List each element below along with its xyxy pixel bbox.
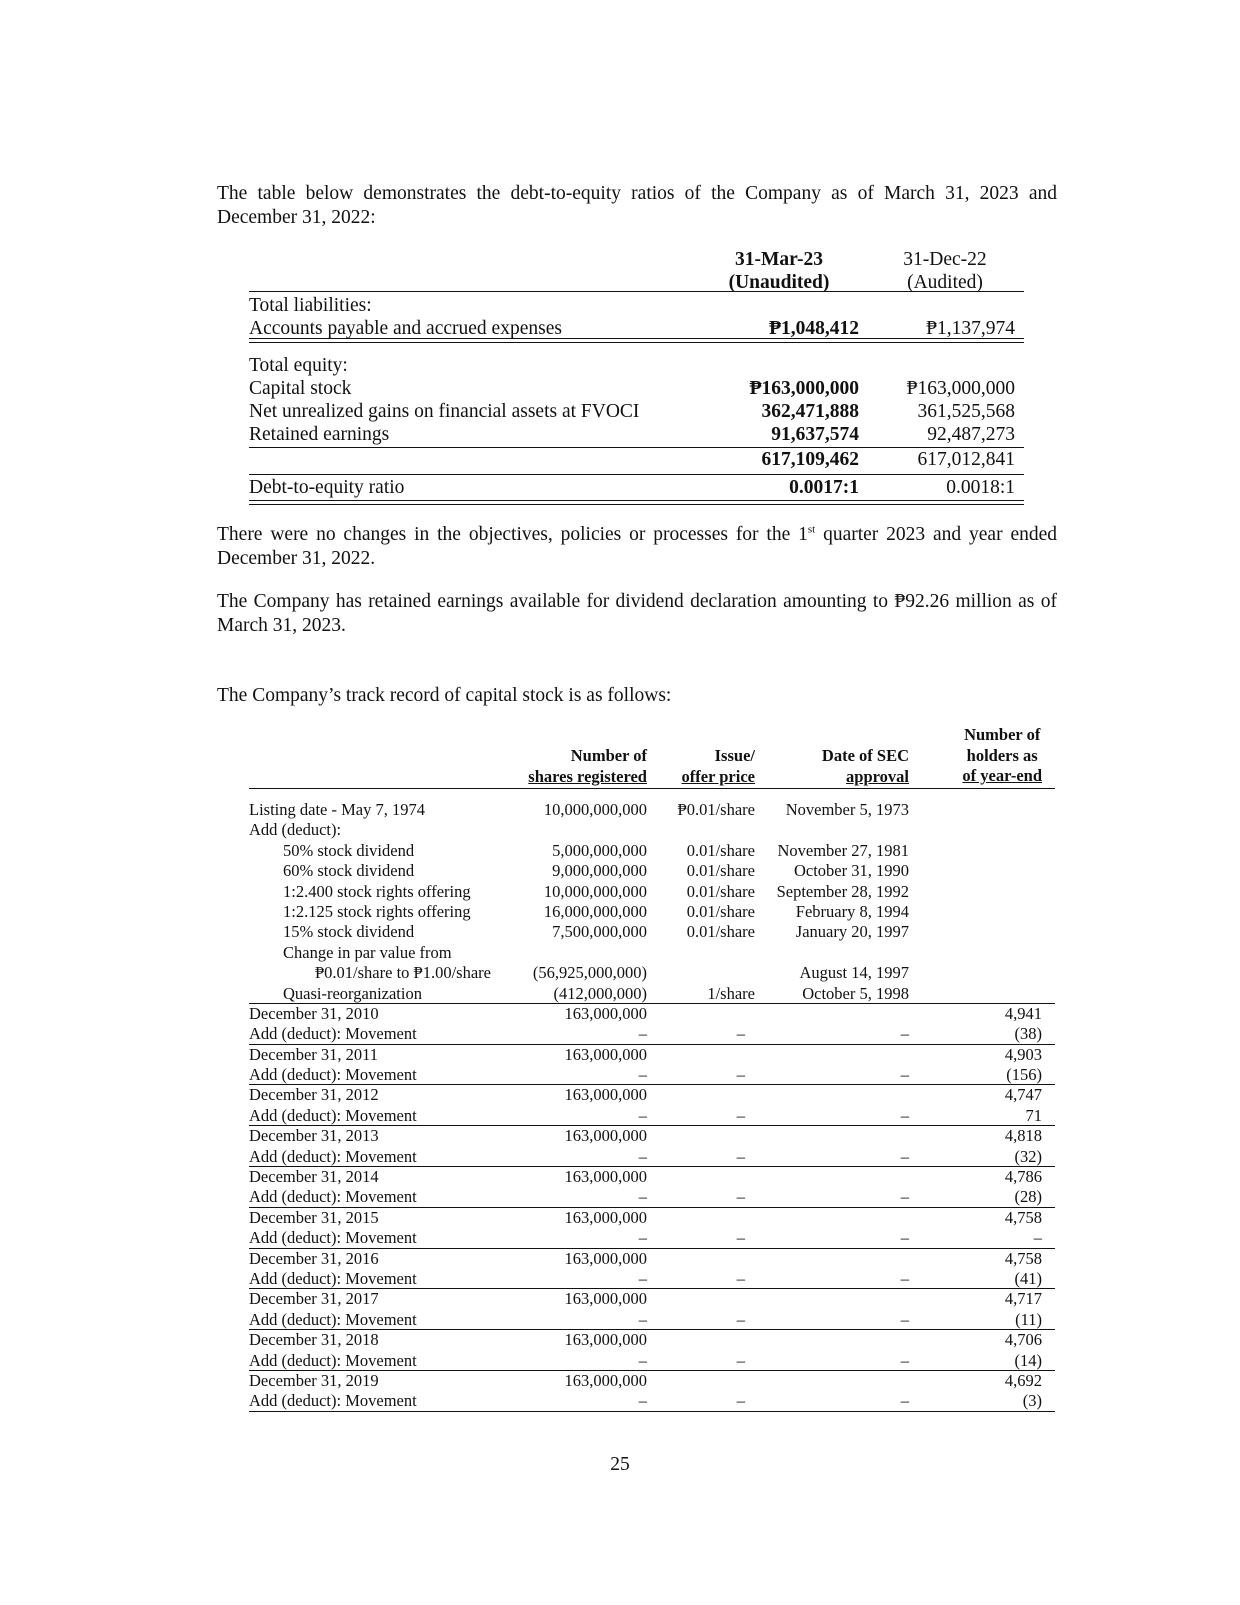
cs-quasi-shares: (412,000,000) — [553, 983, 647, 1003]
intro-paragraph: The table below demonstrates the debt-to-equity ratios of the Company as of March 31, 2023 and December 31, 2022: — [217, 183, 1057, 228]
cs-par-change-row — [249, 943, 1055, 963]
de-ratio-row — [249, 476, 1024, 499]
de-re-row — [249, 423, 1024, 446]
de-fvoci-mar: 362,471,888 — [761, 401, 859, 422]
cs-header-shares-1: Number of — [570, 746, 647, 765]
cs-listing-date: November 5, 1973 — [785, 800, 909, 819]
cs-header-price-2: offer price — [681, 766, 755, 786]
de-re-dec: 92,487,273 — [927, 424, 1015, 445]
cs-event-date: October 31, 1990 — [793, 861, 909, 881]
cs-event-price: 0.01/share — [686, 861, 755, 881]
cs-movement-shares: – — [638, 1187, 647, 1207]
cs-event-date: November 27, 1981 — [777, 840, 909, 860]
cs-listing-row — [249, 800, 1055, 820]
cs-event-shares: 5,000,000,000 — [552, 840, 647, 860]
cs-event-label: 1:2.125 stock rights offering — [283, 901, 471, 921]
cs-header — [249, 723, 1055, 789]
cs-year-shares: 163,000,000 — [564, 1207, 647, 1227]
cs-movement-holders: (156) — [1006, 1065, 1042, 1085]
cs-movement-date: – — [900, 1187, 909, 1207]
cs-year-label: December 31, 2018 — [249, 1330, 379, 1350]
cs-movement-holders: (28) — [1014, 1187, 1042, 1207]
cs-event-row — [249, 861, 1055, 881]
cs-movement-label: Add (deduct): Movement — [249, 1228, 417, 1248]
cs-year-holders: 4,692 — [1004, 1370, 1042, 1390]
cs-year-row — [249, 1004, 1055, 1024]
cs-year-row — [249, 1167, 1055, 1187]
cs-year-holders: 4,706 — [1004, 1330, 1042, 1350]
cs-movement-date: – — [900, 1228, 909, 1248]
cs-movement-date: – — [900, 1268, 909, 1288]
cs-movement-price: – — [736, 1268, 745, 1288]
cs-par-change-label-2: ₱0.01/share to ₱1.00/share — [315, 963, 491, 983]
cs-movement-label: Add (deduct): Movement — [249, 1065, 417, 1085]
cs-year-shares: 163,000,000 — [564, 1044, 647, 1064]
objectives-superscript: st — [807, 523, 816, 536]
cs-header-shares-2: shares registered — [528, 766, 647, 786]
cs-movement-label: Add (deduct): Movement — [249, 1024, 417, 1044]
cs-year-shares: 163,000,000 — [564, 1370, 647, 1390]
cs-event-date: January 20, 1997 — [795, 922, 909, 942]
cs-year-holders: 4,758 — [1004, 1207, 1042, 1227]
cs-year-shares: 163,000,000 — [564, 1330, 647, 1350]
cs-year-shares: 163,000,000 — [564, 1248, 647, 1268]
de-total-equity-label: Total equity: — [249, 355, 348, 376]
cs-years-container — [249, 1004, 1055, 1412]
cs-year-label: December 31, 2016 — [249, 1248, 379, 1268]
cs-header-rule — [249, 788, 1055, 789]
cs-year-row — [249, 1126, 1055, 1146]
cs-movement-rule — [249, 1411, 1055, 1412]
de-ap-rule-2 — [249, 342, 1024, 343]
cs-movement-label: Add (deduct): Movement — [249, 1268, 417, 1288]
cs-movement-shares: – — [638, 1350, 647, 1370]
cs-movement-shares: – — [638, 1268, 647, 1288]
cs-movement-date: – — [900, 1105, 909, 1125]
cs-event-label: 60% stock dividend — [283, 861, 415, 881]
cs-year-label: December 31, 2013 — [249, 1126, 379, 1146]
de-capital-label: Capital stock — [249, 378, 352, 399]
cs-movement-shares: – — [638, 1105, 647, 1125]
cs-event-date: September 28, 1992 — [776, 881, 909, 901]
cs-movement-holders: (38) — [1014, 1024, 1042, 1044]
cs-event-row — [249, 841, 1055, 861]
cs-year-label: December 31, 2017 — [249, 1289, 379, 1309]
cs-movement-holders: – — [1033, 1228, 1042, 1248]
retained-earnings-paragraph: The Company has retained earnings available for dividend declaration amounting to ₱92.26 million as of March 31, 2023. — [217, 591, 1057, 636]
cs-year-row — [249, 1289, 1055, 1309]
de-total-equity-row — [249, 354, 1024, 377]
de-capital-mar: ₱163,000,000 — [749, 378, 859, 399]
cs-movement-shares: – — [638, 1146, 647, 1166]
cs-header-date-1: Date of SEC — [821, 746, 909, 765]
cs-header-shares — [528, 746, 647, 787]
cs-quasi-row — [249, 984, 1055, 1004]
cs-movement-price: – — [736, 1391, 745, 1411]
cs-movement-date: – — [900, 1024, 909, 1044]
de-header-rule — [249, 291, 1024, 292]
cs-event-shares: 9,000,000,000 — [552, 861, 647, 881]
cs-event-price: 0.01/share — [686, 901, 755, 921]
cs-movement-holders: (41) — [1014, 1268, 1042, 1288]
cs-movement-row — [249, 1024, 1055, 1044]
cs-year-row — [249, 1371, 1055, 1391]
de-fvoci-label: Net unrealized gains on financial assets at FVOCI — [249, 401, 640, 422]
cs-year-holders: 4,941 — [1004, 1003, 1042, 1023]
cs-event-row — [249, 902, 1055, 922]
cs-header-holders-2: holders as — [966, 745, 1038, 765]
cs-header-date — [822, 746, 909, 787]
cs-year-holders: 4,758 — [1004, 1248, 1042, 1268]
de-ratio-mar: 0.0017:1 — [789, 477, 859, 498]
cs-movement-row — [249, 1228, 1055, 1248]
cs-header-date-2: approval — [846, 766, 909, 786]
cs-movement-holders: (3) — [1022, 1391, 1042, 1411]
cs-movement-price: – — [736, 1187, 745, 1207]
cs-event-row — [249, 882, 1055, 902]
cs-movement-row — [249, 1065, 1055, 1085]
cs-movement-shares: – — [638, 1024, 647, 1044]
de-ratio-label: Debt-to-equity ratio — [249, 477, 405, 498]
objectives-paragraph — [217, 523, 1057, 571]
cs-year-holders: 4,786 — [1004, 1167, 1042, 1187]
cs-event-price: 0.01/share — [686, 922, 755, 942]
cs-par-change-shares: (56,925,000,000) — [532, 963, 647, 983]
cs-header-holders-1: Number of — [964, 725, 1041, 744]
cs-movement-row — [249, 1106, 1055, 1126]
cs-year-shares: 163,000,000 — [564, 1289, 647, 1309]
cs-year-row — [249, 1249, 1055, 1269]
cs-event-date: February 8, 1994 — [795, 901, 909, 921]
de-ratio-rule-1 — [249, 500, 1024, 501]
debt-to-equity-table — [249, 248, 1024, 499]
de-col1-header: 31-Mar-23 — [734, 249, 824, 270]
cs-header-price — [682, 746, 755, 787]
cs-par-change-label: Change in par value from — [283, 942, 452, 962]
cs-movement-holders: (14) — [1014, 1350, 1042, 1370]
objectives-text-b: quarter 2023 and year ended December 31, 2022. — [217, 524, 1057, 569]
cs-year-row — [249, 1045, 1055, 1065]
cs-event-price: 0.01/share — [686, 881, 755, 901]
cs-event-shares: 16,000,000,000 — [543, 901, 647, 921]
cs-movement-price: – — [736, 1350, 745, 1370]
cs-quasi-label: Quasi-reorganization — [283, 983, 422, 1003]
cs-year-label: December 31, 2011 — [249, 1044, 379, 1064]
cs-movement-price: – — [736, 1146, 745, 1166]
track-record-intro: The Company’s track record of capital stock is as follows: — [217, 685, 672, 706]
de-fvoci-dec: 361,525,568 — [917, 401, 1015, 422]
cs-event-label: 15% stock dividend — [283, 922, 415, 942]
cs-event-shares: 7,500,000,000 — [552, 922, 647, 942]
cs-listing-price: ₱0.01/share — [677, 800, 755, 819]
cs-movement-price: – — [736, 1065, 745, 1085]
cs-movement-holders: 71 — [1025, 1105, 1042, 1125]
de-ap-label: Accounts payable and accrued expenses — [249, 318, 562, 339]
de-capital-dec: ₱163,000,000 — [906, 378, 1015, 399]
cs-movement-date: – — [900, 1065, 909, 1085]
cs-movement-row — [249, 1187, 1055, 1207]
cs-movement-shares: – — [638, 1309, 647, 1329]
cs-event-label: 50% stock dividend — [283, 840, 415, 860]
cs-movement-row — [249, 1310, 1055, 1330]
cs-year-shares: 163,000,000 — [564, 1003, 647, 1023]
cs-movement-label: Add (deduct): Movement — [249, 1187, 417, 1207]
cs-movement-label: Add (deduct): Movement — [249, 1391, 417, 1411]
cs-movement-row — [249, 1269, 1055, 1289]
de-ap-rule-1 — [249, 338, 1024, 339]
cs-year-label: December 31, 2019 — [249, 1370, 379, 1390]
de-total-liabilities-label: Total liabilities: — [249, 295, 372, 316]
de-col2-subheader: (Audited) — [907, 272, 983, 293]
de-fvoci-row — [249, 400, 1024, 423]
de-ap-row — [249, 317, 1024, 340]
cs-year-holders: 4,747 — [1004, 1085, 1042, 1105]
cs-event-label: 1:2.400 stock rights offering — [283, 881, 471, 901]
de-total-rule — [249, 474, 1024, 475]
cs-movement-price: – — [736, 1024, 745, 1044]
cs-movement-shares: – — [638, 1391, 647, 1411]
cs-movement-holders: (32) — [1014, 1146, 1042, 1166]
de-total-equity-mar: 617,109,462 — [761, 449, 859, 470]
cs-movement-row — [249, 1351, 1055, 1371]
cs-movement-price: – — [736, 1309, 745, 1329]
cs-par-change-date: August 14, 1997 — [799, 963, 909, 983]
de-col1-subheader: (Unaudited) — [728, 272, 830, 293]
cs-event-price: 0.01/share — [686, 840, 755, 860]
cs-year-holders: 4,903 — [1004, 1044, 1042, 1064]
cs-movement-row — [249, 1391, 1055, 1411]
cs-par-change-row-2 — [249, 963, 1055, 983]
cs-year-row — [249, 1330, 1055, 1350]
cs-header-price-1: Issue/ — [714, 746, 755, 765]
page-number: 25 — [610, 1454, 630, 1475]
cs-movement-holders: (11) — [1015, 1309, 1042, 1329]
cs-year-row — [249, 1208, 1055, 1228]
capital-stock-table — [249, 723, 1055, 1412]
de-ap-dec: ₱1,137,974 — [926, 318, 1015, 339]
cs-listing-shares: 10,000,000,000 — [543, 800, 647, 819]
de-re-mar: 91,637,574 — [771, 424, 859, 445]
cs-event-shares: 10,000,000,000 — [543, 881, 647, 901]
cs-movement-shares: – — [638, 1065, 647, 1085]
cs-year-label: December 31, 2012 — [249, 1085, 379, 1105]
cs-year-row — [249, 1085, 1055, 1105]
cs-year-shares: 163,000,000 — [564, 1167, 647, 1187]
cs-movement-date: – — [900, 1350, 909, 1370]
cs-movement-row — [249, 1147, 1055, 1167]
de-ratio-rule-2 — [249, 504, 1024, 505]
cs-year-label: December 31, 2010 — [249, 1003, 379, 1023]
cs-listing-label: Listing date - May 7, 1974 — [249, 800, 425, 819]
cs-year-shares: 163,000,000 — [564, 1126, 647, 1146]
de-ap-mar: ₱1,048,412 — [769, 318, 859, 339]
cs-movement-shares: – — [638, 1228, 647, 1248]
cs-movement-label: Add (deduct): Movement — [249, 1350, 417, 1370]
cs-movement-label: Add (deduct): Movement — [249, 1105, 417, 1125]
cs-movement-date: – — [900, 1391, 909, 1411]
cs-add-deduct-row — [249, 820, 1055, 840]
de-col2-header: 31-Dec-22 — [903, 249, 987, 270]
de-total-equity-dec: 617,012,841 — [917, 449, 1015, 470]
cs-header-holders — [962, 725, 1042, 787]
cs-movement-price: – — [736, 1105, 745, 1125]
de-total-equity-value-row — [249, 448, 1024, 471]
cs-event-row — [249, 922, 1055, 942]
cs-movement-date: – — [900, 1309, 909, 1329]
cs-quasi-date: October 5, 1998 — [802, 983, 909, 1003]
cs-movement-label: Add (deduct): Movement — [249, 1146, 417, 1166]
de-ratio-dec: 0.0018:1 — [946, 477, 1015, 498]
cs-header-holders-3: of year-end — [962, 766, 1042, 785]
cs-movement-label: Add (deduct): Movement — [249, 1309, 417, 1329]
objectives-text-a: There were no changes in the objectives, policies or processes for the 1 — [217, 524, 808, 545]
cs-movement-date: – — [900, 1146, 909, 1166]
cs-year-label: December 31, 2015 — [249, 1207, 379, 1227]
cs-year-label: December 31, 2014 — [249, 1167, 379, 1187]
cs-quasi-price: 1/share — [707, 983, 755, 1003]
cs-year-holders: 4,818 — [1004, 1126, 1042, 1146]
cs-add-deduct-label: Add (deduct): — [249, 820, 342, 840]
cs-year-shares: 163,000,000 — [564, 1085, 647, 1105]
de-re-label: Retained earnings — [249, 424, 390, 445]
de-header-row-1 — [249, 248, 1024, 271]
cs-year-holders: 4,717 — [1004, 1289, 1042, 1309]
de-total-liabilities-row — [249, 294, 1024, 317]
cs-movement-price: – — [736, 1228, 745, 1248]
de-capital-row — [249, 377, 1024, 400]
